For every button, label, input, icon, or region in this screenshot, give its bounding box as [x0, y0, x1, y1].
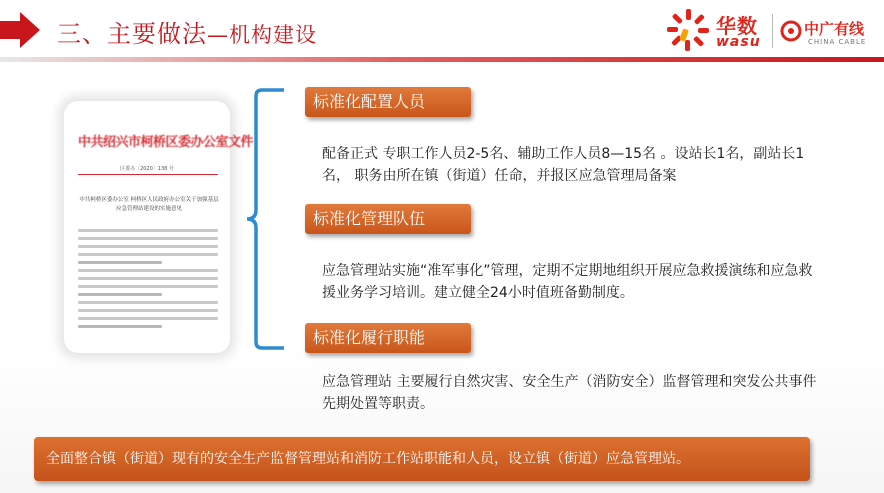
china-cable-logo — [778, 14, 882, 54]
section-label-team-management: 标准化管理队伍 — [305, 204, 471, 234]
section-label-staffing: 标准化配置人员 — [305, 87, 471, 117]
document-red-rule — [78, 174, 218, 175]
document-number: 区委办〔2020〕138 号 — [120, 166, 174, 172]
document-subtitle: 中共柯桥区委办公室 柯桥区人民政府办公室关于加强基层应急管理站建设的实施意见 — [79, 197, 219, 212]
red-arrow-icon — [0, 10, 42, 50]
logo-divider — [772, 14, 773, 48]
wasu-logo-cn: 华数 — [716, 14, 758, 38]
page-title-main: 三、主要做法 — [57, 20, 207, 48]
wasu-logo — [666, 8, 770, 52]
china-cable-logo-cn: 中广有线 — [804, 20, 865, 38]
wasu-logo-en: wasu — [716, 34, 761, 50]
document-thumbnail — [64, 101, 254, 353]
slide-header — [0, 0, 884, 62]
left-brace-icon — [246, 88, 286, 350]
page-title-sub: —机构建设 — [207, 23, 317, 47]
china-cable-emblem-icon — [780, 20, 802, 42]
wasu-burst-icon — [666, 8, 712, 52]
section-text-team-management: 应急管理站实施“准军事化”管理，定期不定期地组织开展应急救援演练和应急救援业务学习培训。建立健全24小时值班备勤制度。 — [322, 263, 813, 301]
section-text-duties: 应急管理站 主要履行自然灾害、安全生产（消防安全）监督管理和突发公共事件先期处置等职责。 — [322, 374, 817, 412]
document-heading: 中共绍兴市柯桥区委办公室文件 — [78, 135, 254, 150]
page-title — [57, 14, 317, 49]
section-label-duties: 标准化履行职能 — [305, 323, 471, 353]
china-cable-logo-en: CHINA CABLE — [808, 38, 867, 46]
document-body-lines — [78, 229, 218, 333]
header-divider — [0, 57, 884, 62]
section-text-staffing: 配备正式 专职工作人员2-5名、辅助工作人员8—15名 。设站长1名，副站长1名， 职务由所在镇（街道）任命，并报区应急管理局备案 — [322, 146, 805, 184]
summary-banner: 全面整合镇（街道）现有的安全生产监督管理站和消防工作站职能和人员，设立镇（街道）应急管理站。 — [34, 437, 810, 481]
